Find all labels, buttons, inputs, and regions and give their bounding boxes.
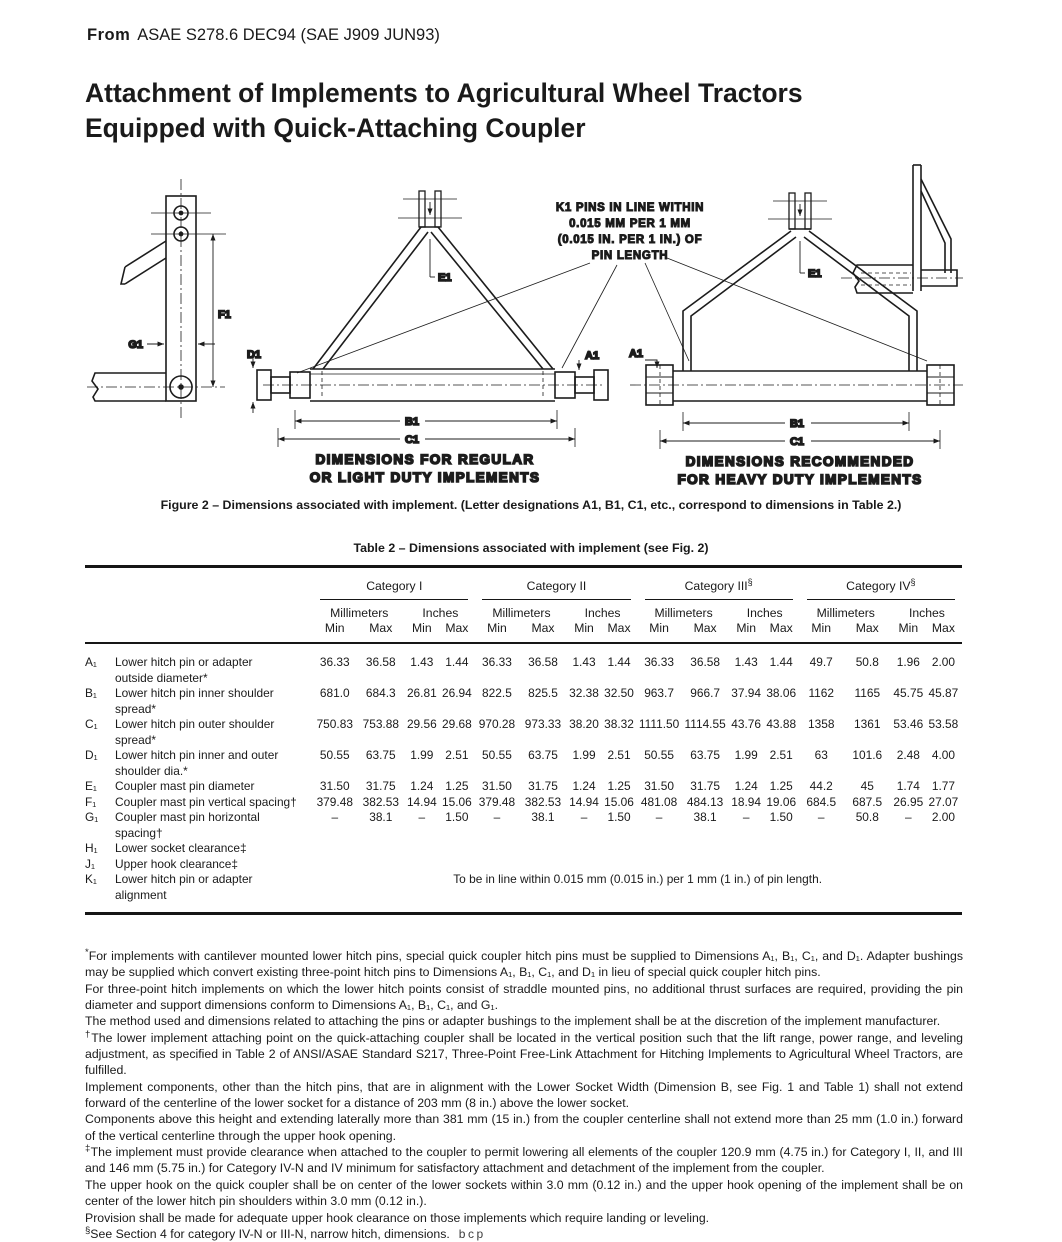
cell: –	[905, 810, 912, 825]
min-header: Min	[475, 620, 518, 643]
cell: 750.83	[316, 717, 353, 732]
cell: 963.7	[644, 686, 674, 701]
unit-mm-header: Millimeters	[492, 606, 551, 621]
table-row	[85, 841, 962, 857]
cell: 2.48	[896, 748, 920, 763]
k1-note-line4: PIN LENGTH	[591, 250, 669, 262]
row-label-line1: Lower hitch pin inner shoulder	[115, 686, 274, 701]
row-label	[115, 857, 962, 873]
footnote	[85, 1013, 963, 1029]
dim-label-c1: C1	[404, 434, 420, 446]
caption-heavy-duty-line2: FOR HEAVY DUTY IMPLEMENTS	[677, 472, 923, 487]
footnote-text: The lower implement attaching point on the quick-attaching coupler shall be located in the vertical position such that the lift range, power range, and leveling adjustment, as specified in Table 2 of ANSI/ASAE Standard S217, Three-Point Free-Link Attachment for Hitching Implements to Agricultural Wheel Tractors, are fulfilled.	[85, 1030, 963, 1078]
row-label	[115, 748, 313, 779]
dim-label-a1: A1	[585, 350, 600, 362]
cell: 1.77	[931, 779, 955, 794]
max-header: Max	[763, 620, 800, 643]
cell: 36.33	[644, 655, 674, 670]
row-symbol: C₁	[85, 717, 98, 732]
footnote-text: For implements with cantilever mounted lower hitch pins, special quick coupler hitch pins must be supplied to Dimensions A₁, B₁, C₁, and D₁. Adapter bushings may be supplied which convert existing three-point hitch pins to Dimensions A₁, B₁, C₁, and D₁ in lieu of special quick coupler hitch pins.	[85, 949, 963, 980]
drawing-regular-duty-implement	[247, 191, 608, 485]
cell: 825.5	[528, 686, 558, 701]
footnote	[85, 1144, 963, 1177]
category-1-header	[313, 567, 475, 601]
cell: 38.1	[369, 810, 393, 825]
cell: 27.07	[928, 794, 959, 809]
row-label	[115, 643, 313, 686]
row-label-line1: Lower hitch pin or adapter	[115, 872, 253, 887]
cell: 1361	[854, 717, 881, 732]
dim-label-c1-heavy: C1	[789, 436, 805, 448]
footnote	[85, 948, 963, 981]
cell: 38.1	[693, 810, 717, 825]
cell: –	[580, 810, 588, 825]
footnote-text: See Section 4 for category IV-N or III-N, narrow hitch, dimensions.	[90, 1226, 450, 1241]
cell: 50.55	[319, 748, 350, 763]
footnote	[85, 1030, 963, 1079]
dim-label-a1-heavy: A1	[628, 348, 643, 360]
cell: 382.53	[524, 794, 562, 809]
dim-label-e1: E1	[438, 272, 452, 284]
footnote-text: The method used and dimensions related to attaching the pins or adapter bushings to the implement shall be at the discretion of the implement manufacturer.	[85, 1014, 941, 1029]
table-row	[85, 857, 962, 873]
header-spacer	[85, 600, 313, 620]
table-row	[85, 643, 962, 686]
row-symbol: K₁	[85, 872, 97, 887]
unit-mm-header: Millimeters	[330, 606, 389, 621]
row-label	[115, 841, 962, 857]
cell: 973.33	[524, 717, 562, 732]
page-title-line2: Equipped with Quick-Attaching Coupler	[85, 113, 586, 143]
minmax-header-row	[85, 620, 962, 643]
cell: 687.5	[852, 794, 883, 809]
table-row	[85, 810, 962, 841]
caption-light-duty-line2: OR LIGHT DUTY IMPLEMENTS	[309, 470, 541, 485]
cell: 50.8	[855, 810, 879, 825]
footnote-marker: †	[85, 1028, 92, 1040]
unit-mm-header: Millimeters	[816, 606, 875, 621]
row-symbol: E₁	[85, 779, 97, 794]
footnote-text: Implement components, other than the hitch pins, that are in alignment with the Lower Socket Width (Dimension B, see Fig. 1 and Table 1) shall not extend forward of the centerline of the lower socket for a distance of 203 mm (8 in.) above the lower socket.	[85, 1079, 963, 1111]
cell: 53.58	[928, 717, 959, 732]
row-label-line2: alignment	[115, 887, 167, 902]
cell: 38.20	[569, 717, 599, 732]
category-label: Category III	[684, 579, 748, 594]
cell: 970.28	[478, 717, 516, 732]
cell: 45	[860, 779, 874, 794]
table-row	[85, 779, 962, 795]
max-header: Max	[681, 620, 730, 643]
category-footnote-marker: §	[910, 577, 916, 587]
min-header: Min	[892, 620, 925, 643]
header-spacer	[85, 567, 313, 601]
footnote	[85, 1226, 963, 1242]
table-row	[85, 872, 962, 914]
dim-label-b1: B1	[404, 416, 420, 428]
figure-caption: Figure 2 – Dimensions associated with implement. (Letter designations A1, B1, C1, etc., correspond to dimensions in Table 2.)	[160, 498, 902, 512]
cell: 14.94	[569, 794, 599, 809]
cell: 1.25	[445, 779, 469, 794]
cell: 1.50	[607, 810, 631, 825]
footnotes	[85, 948, 963, 1242]
row-label-line2: shoulder dia.*	[115, 763, 188, 778]
footnote	[85, 1210, 963, 1226]
category-footnote-marker: §	[747, 577, 753, 587]
unit-in-header: Inches	[422, 606, 459, 621]
row-label-line1: Lower socket clearance‡	[115, 841, 247, 856]
min-header: Min	[730, 620, 763, 643]
cell: 38.32	[604, 717, 634, 732]
cell: 4.00	[931, 748, 955, 763]
cell: 44.2	[809, 779, 833, 794]
dim-label-d1: D1	[246, 349, 261, 361]
cell: 1.50	[445, 810, 469, 825]
min-header: Min	[568, 620, 601, 643]
cell: 681.0	[319, 686, 350, 701]
unit-mm-header: Millimeters	[654, 606, 713, 621]
cell: 43.88	[766, 717, 797, 732]
cell: 1.43	[572, 655, 596, 670]
cell: 63.75	[528, 748, 558, 763]
cell: 50.55	[482, 748, 512, 763]
cell: 1.50	[769, 810, 793, 825]
cell: 50.8	[855, 655, 879, 670]
row-label-line1: Coupler mast pin diameter	[115, 779, 255, 794]
cell: 49.7	[809, 655, 833, 670]
min-header: Min	[800, 620, 843, 643]
cell: 382.53	[362, 794, 399, 809]
cell: 1.99	[410, 748, 434, 763]
cell: 484.13	[686, 794, 724, 809]
category-label: Category II	[526, 579, 587, 594]
cell: 36.58	[528, 655, 558, 670]
source-standard-number: ASAE S278.6 DEC94 (SAE J909 JUN93)	[137, 26, 440, 44]
footnote	[85, 1177, 963, 1210]
row-label	[115, 795, 313, 811]
cell: 19.06	[766, 794, 797, 809]
row-label-line1: Lower hitch pin or adapter	[115, 655, 253, 670]
cell: 2.51	[769, 748, 793, 763]
cell: 1.43	[734, 655, 758, 670]
category-4-header	[800, 567, 962, 601]
cell: 15.06	[604, 794, 634, 809]
unit-in-header: Inches	[746, 606, 783, 621]
footnote	[85, 981, 963, 1014]
cell: 36.58	[690, 655, 720, 670]
cell: 14.94	[406, 794, 437, 809]
k1-note-line3: (0.015 IN. PER 1 IN.) OF	[557, 234, 703, 246]
cell: 18.94	[731, 794, 762, 809]
row-label	[115, 872, 313, 914]
table-row	[85, 748, 962, 779]
row-label-line1: Upper hook clearance‡	[115, 856, 238, 871]
max-header: Max	[356, 620, 405, 643]
row-label-line2: spacing†	[115, 825, 163, 840]
row-label	[115, 810, 313, 841]
table-2	[85, 565, 962, 915]
cell: 26.94	[442, 686, 472, 701]
document-source	[87, 26, 440, 45]
cell: 966.7	[690, 686, 720, 701]
max-header: Max	[925, 620, 962, 643]
footnote-marker: *	[85, 946, 89, 958]
footnote	[85, 1079, 963, 1112]
cell: 1.24	[734, 779, 758, 794]
cell: 1358	[808, 717, 835, 732]
cell: 32.50	[604, 686, 634, 701]
cell: 1.24	[572, 779, 596, 794]
row-label-line1: Coupler mast pin vertical spacing†	[115, 794, 297, 809]
dim-label-g1: G1	[128, 339, 143, 351]
row-symbol: G₁	[85, 810, 99, 825]
row-label-line1: Coupler mast pin horizontal	[115, 810, 260, 825]
cell: 38.06	[766, 686, 797, 701]
k1-note-line2: 0.015 MM PER 1 MM	[569, 218, 691, 230]
row-symbol: B₁	[85, 686, 97, 701]
max-header: Max	[601, 620, 638, 643]
category-header-row	[85, 567, 962, 601]
row-label-line2: spread*	[115, 732, 157, 747]
cell: –	[418, 810, 426, 825]
table-row	[85, 686, 962, 717]
cell: 753.88	[362, 717, 399, 732]
footnote-text: For three-point hitch implements on which the lower hitch points consist of straddle mounted pins, no additional thrust surfaces are required, providing the pin diameter and support dimensions conform to Dimensions A₁, B₁, C₁, and G₁.	[85, 981, 963, 1013]
category-label: Category I	[366, 579, 423, 594]
k1-note-line1: K1 PINS IN LINE WITHIN	[555, 202, 705, 214]
caption-heavy-duty-line1: DIMENSIONS RECOMMENDED	[685, 454, 915, 469]
row-label	[115, 779, 313, 795]
footnote-marker: ‡	[85, 1143, 91, 1155]
k1-alignment-note: To be in line within 0.015 mm (0.015 in.) per 1 mm (1 in.) of pin length.	[453, 872, 823, 887]
table-row	[85, 795, 962, 811]
cell: 684.5	[806, 794, 837, 809]
cell: 36.33	[319, 655, 350, 670]
cell: 1.25	[769, 779, 793, 794]
cell: 38.1	[531, 810, 555, 825]
cell: 31.50	[319, 779, 350, 794]
cell: 1.25	[607, 779, 631, 794]
cell: 31.75	[690, 779, 720, 794]
cell: 36.58	[365, 655, 396, 670]
cell: 2.00	[931, 810, 955, 825]
cell: 1.99	[572, 748, 596, 763]
cell: 26.81	[406, 686, 437, 701]
k1-pins-note	[297, 202, 927, 373]
cell: 29.68	[442, 717, 472, 732]
cell: 1.44	[445, 655, 469, 670]
cell: 31.75	[528, 779, 558, 794]
cell: 2.00	[931, 655, 955, 670]
cell: 37.94	[731, 686, 762, 701]
page-title-line1: Attachment of Implements to Agricultural Wheel Tractors	[85, 78, 803, 108]
cell: 36.33	[482, 655, 512, 670]
footnote-suffix: bcp	[458, 1226, 486, 1241]
cell: 1162	[808, 686, 835, 701]
row-symbol: D₁	[85, 748, 98, 763]
cell: 1.24	[410, 779, 434, 794]
cell: 45.87	[928, 686, 959, 701]
dim-label-f1: F1	[218, 309, 231, 321]
footnote-text: The upper hook on the quick coupler shall be on center of the lower sockets within 3.0 mm (0.12 in.) and the upper hook opening of the implement shall be on center of the lower hitch pin shoulders within 3.0 mm (0.12 in.).	[85, 1177, 963, 1209]
footnote-text: The implement must provide clearance when attached to the coupler to permit lowering all elements of the coupler 120.9 mm (4.75 in.) for Category I, II, and III and 146 mm (5.75 in.) for Category IV-N and IV minimum for satisfactory attachment and detachment of the implement from the coupler.	[85, 1145, 963, 1176]
caption-light-duty-line1: DIMENSIONS FOR REGULAR	[315, 452, 535, 467]
cell: 1165	[854, 686, 881, 701]
row-symbol: J₁	[85, 856, 95, 871]
row-symbol: F₁	[85, 794, 97, 809]
cell: 1.43	[410, 655, 434, 670]
table-row	[85, 717, 962, 748]
cell: 822.5	[482, 686, 512, 701]
cell: 1.44	[769, 655, 793, 670]
cell: 379.48	[478, 794, 516, 809]
cell: 1114.55	[684, 717, 726, 732]
unit-in-header: Inches	[908, 606, 945, 621]
cell: 1.74	[896, 779, 920, 794]
cell: 32.38	[569, 686, 599, 701]
min-header: Min	[313, 620, 356, 643]
cell: 45.75	[893, 686, 924, 701]
figure-2-drawings	[85, 160, 965, 492]
cell: 31.50	[482, 779, 512, 794]
row-label-line1: Lower hitch pin outer shoulder	[115, 717, 275, 732]
category-2-header	[475, 567, 637, 601]
row-label	[115, 717, 313, 748]
cell: 1.99	[734, 748, 758, 763]
header-spacer	[85, 620, 313, 643]
max-header: Max	[518, 620, 567, 643]
cell: 379.48	[316, 794, 353, 809]
units-header-row	[85, 600, 962, 620]
cell: 481.08	[640, 794, 678, 809]
cell: 43.76	[731, 717, 762, 732]
max-header: Max	[843, 620, 892, 643]
table-title: Table 2 – Dimensions associated with implement (see Fig. 2)	[353, 541, 709, 555]
cell: –	[331, 810, 339, 825]
cell: 26.95	[893, 794, 924, 809]
cell: 2.51	[445, 748, 469, 763]
cell: 63	[814, 748, 828, 763]
cell: 1.44	[607, 655, 631, 670]
footnote	[85, 1111, 963, 1144]
min-header: Min	[405, 620, 438, 643]
source-from-label: From	[87, 26, 131, 44]
cell: 53.46	[893, 717, 924, 732]
cell: 15.06	[442, 794, 472, 809]
cell: –	[742, 810, 750, 825]
cell: 2.51	[607, 748, 631, 763]
cell: 1111.50	[638, 717, 680, 732]
unit-in-header: Inches	[584, 606, 621, 621]
dimensions-table	[85, 565, 962, 915]
row-label	[115, 686, 313, 717]
cell: –	[817, 810, 825, 825]
drawing-side-view-heavy-duty	[841, 165, 963, 293]
drawing-side-view-light-duty	[87, 179, 231, 419]
cell: 63.75	[365, 748, 396, 763]
row-label-line2: outside diameter*	[115, 670, 208, 685]
footnote-text: Components above this height and extending laterally more than 381 mm (15 in.) from the coupler centerline shall not extend more than 25 mm (1.0 in.) forward of the vertical centerline through the upper hook opening.	[85, 1112, 963, 1143]
min-header: Min	[638, 620, 681, 643]
cell: 31.75	[365, 779, 396, 794]
cell: –	[655, 810, 663, 825]
row-label-line2: spread*	[115, 701, 157, 716]
cell: 50.55	[644, 748, 674, 763]
cell: 1.96	[896, 655, 920, 670]
footnote-marker: §	[85, 1224, 91, 1236]
category-label: Category IV	[846, 579, 911, 594]
dim-label-b1-heavy: B1	[789, 418, 805, 430]
cell: 63.75	[690, 748, 720, 763]
category-3-header	[638, 567, 800, 601]
cell: 101.6	[852, 748, 883, 763]
footnote-text: Provision shall be made for adequate upper hook clearance on those implements which require landing or leveling.	[85, 1210, 710, 1225]
page-title	[85, 76, 803, 146]
row-symbol: A₁	[85, 655, 97, 670]
cell: 684.3	[365, 686, 396, 701]
dim-label-e1-heavy: E1	[808, 268, 822, 280]
row-label-line1: Lower hitch pin inner and outer	[115, 748, 279, 763]
cell: 31.50	[644, 779, 674, 794]
cell: –	[493, 810, 501, 825]
cell: 29.56	[406, 717, 437, 732]
max-header: Max	[438, 620, 475, 643]
row-symbol: H₁	[85, 841, 98, 856]
